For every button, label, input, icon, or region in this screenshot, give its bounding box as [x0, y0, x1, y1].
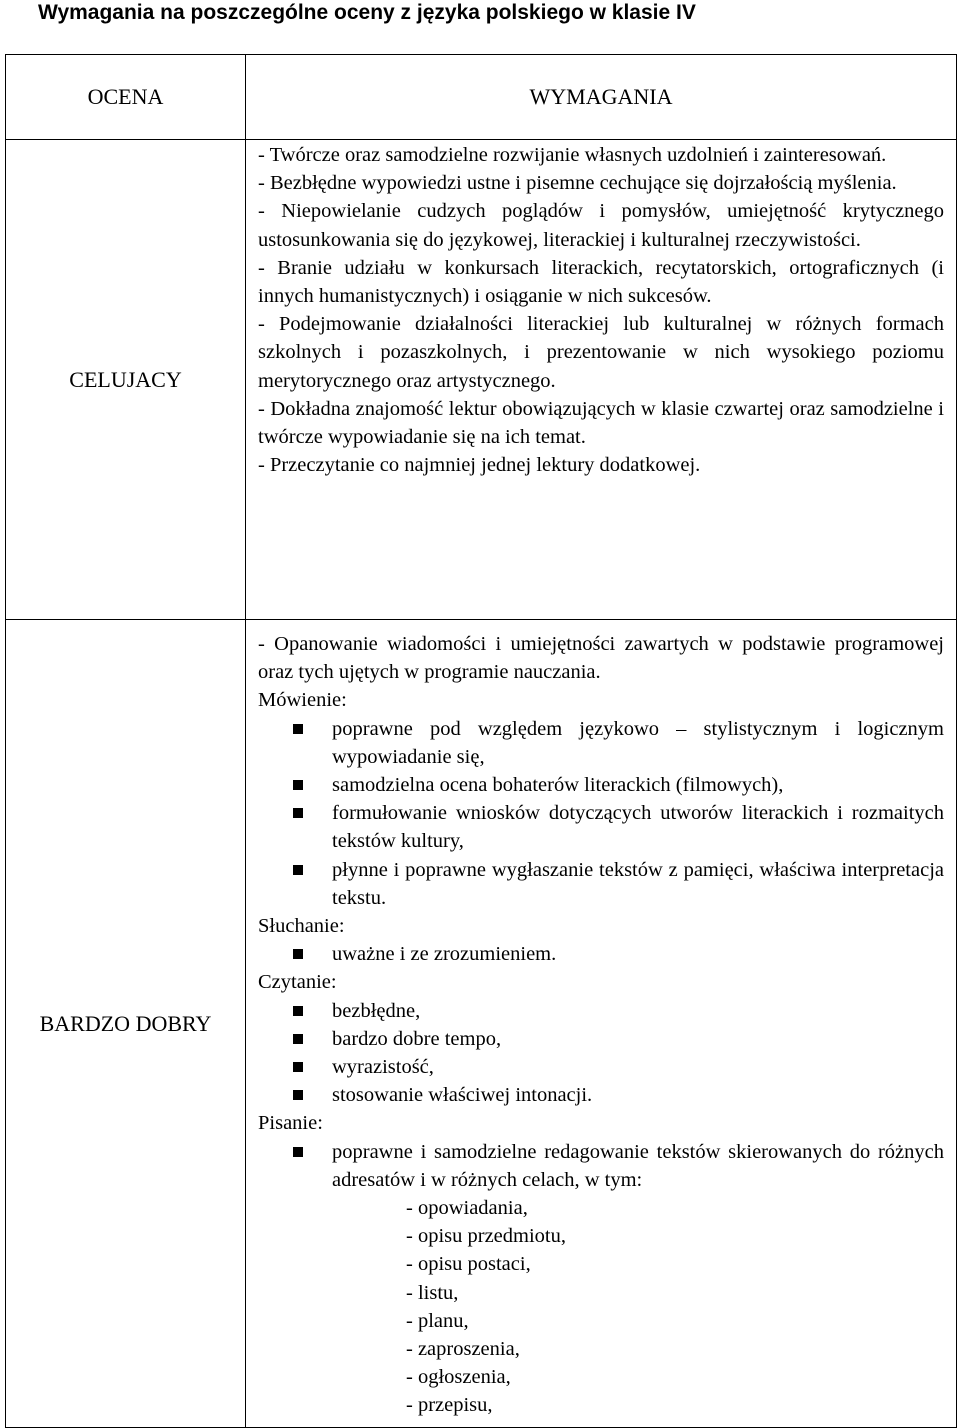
list-item: formułowanie wniosków dotyczących utworów literackich i rozmaitych tekstów kultury,: [258, 799, 944, 855]
text-forms-list: [332, 1194, 944, 1420]
pisanie-list: [258, 1138, 944, 1420]
text-form-item: - ogłoszenia,: [406, 1366, 511, 1389]
requirements-celujacy: [246, 140, 957, 620]
list-item: poprawne i samodzielne redagowanie tekstów skierowanych do różnych adresatów i w różnych celach, w tym: - opowiadania, - opisu przedmiotu, - opisu postaci, - listu, - planu, - zaproszenia, - ogłoszenia, - przepisu,: [258, 1138, 944, 1420]
text-form-item: - przepisu,: [406, 1394, 493, 1417]
requirement-item: - Przeczytanie co najmniej jednej lektury dodatkowej.: [258, 454, 701, 477]
list-item: bardzo dobre tempo,: [258, 1025, 944, 1053]
section-heading-sluchanie: Słuchanie:: [258, 915, 345, 938]
text-form-item: - listu,: [406, 1281, 459, 1304]
text-form-item: - opowiadania,: [406, 1197, 528, 1220]
section-heading-mowienie: Mówienie:: [258, 689, 347, 712]
text-form-item: - opisu postaci,: [406, 1253, 531, 1276]
table-header-row: [6, 55, 957, 140]
square-bullet-icon: [293, 1147, 303, 1157]
requirement-item: - Podejmowanie działalności literackiej lub kulturalnej w różnych formach szkolnych i pozaszkolnych, i prezentowanie w nich wysokiego poziomu merytorycznego oraz artystycznego.: [258, 313, 944, 392]
square-bullet-icon: [293, 780, 303, 790]
square-bullet-icon: [293, 865, 303, 875]
square-bullet-icon: [293, 949, 303, 959]
list-item: płynne i poprawne wygłaszanie tekstów z pamięci, właściwa interpretacja tekstu.: [258, 856, 944, 912]
section-heading-pisanie: Pisanie:: [258, 1112, 323, 1135]
page-title: Wymagania na poszczególne oceny z języka polskiego w klasie IV: [38, 1, 696, 24]
sluchanie-list: [258, 940, 944, 968]
requirement-item: - Twórcze oraz samodzielne rozwijanie własnych uzdolnień i zainteresowań.: [258, 144, 887, 166]
requirement-item: - Bezbłędne wypowiedzi ustne i pisemne cechujące się dojrzałością myślenia.: [258, 172, 897, 195]
text-form-item: - zaproszenia,: [406, 1338, 520, 1361]
grades-table: [5, 54, 957, 1428]
requirements-bardzo-dobry: [246, 620, 957, 1428]
table-row: [6, 620, 957, 1428]
square-bullet-icon: [293, 808, 303, 818]
list-item: bezbłędne,: [258, 997, 944, 1025]
requirement-item: - Niepowielanie cudzych poglądów i pomysłów, umiejętność krytycznego ustosunkowania się do językowej, literackiej i kulturalnej rzeczywistości.: [258, 200, 944, 251]
list-item: samodzielna ocena bohaterów literackich (filmowych),: [258, 771, 944, 799]
czytanie-list: [258, 997, 944, 1110]
requirement-intro: - Opanowanie wiadomości i umiejętności zawartych w podstawie programowej oraz tych ujętych w programie nauczania.: [258, 633, 944, 684]
text-form-item: - opisu przedmiotu,: [406, 1225, 566, 1248]
section-heading-czytanie: Czytanie:: [258, 971, 337, 994]
square-bullet-icon: [293, 1062, 303, 1072]
text-form-item: - planu,: [406, 1309, 469, 1332]
requirement-item: - Dokładna znajomość lektur obowiązujących w klasie czwartej oraz samodzielne i twórcze wypowiadanie się na ich temat.: [258, 397, 944, 449]
requirement-item: - Branie udziału w konkursach literackich, recytatorskich, ortograficznych (i innych humanistycznych) i osiąganie w nich sukcesów.: [258, 256, 944, 308]
table-row: [6, 140, 957, 620]
header-requirements: WYMAGANIA: [246, 55, 957, 140]
square-bullet-icon: [293, 1034, 303, 1044]
list-item: uważne i ze zrozumieniem.: [258, 940, 944, 968]
list-item: wyrazistość,: [258, 1053, 944, 1081]
square-bullet-icon: [293, 1006, 303, 1016]
list-item: poprawne pod względem językowo – stylistycznym i logicznym wypowiadanie się,: [258, 715, 944, 771]
grade-celujacy: CELUJACY: [6, 140, 246, 620]
header-grade: OCENA: [6, 55, 246, 140]
list-item: stosowanie właściwej intonacji.: [258, 1081, 944, 1109]
square-bullet-icon: [293, 1090, 303, 1100]
mowienie-list: [258, 715, 944, 912]
grade-bardzo-dobry: BARDZO DOBRY: [6, 620, 246, 1428]
square-bullet-icon: [293, 724, 303, 734]
